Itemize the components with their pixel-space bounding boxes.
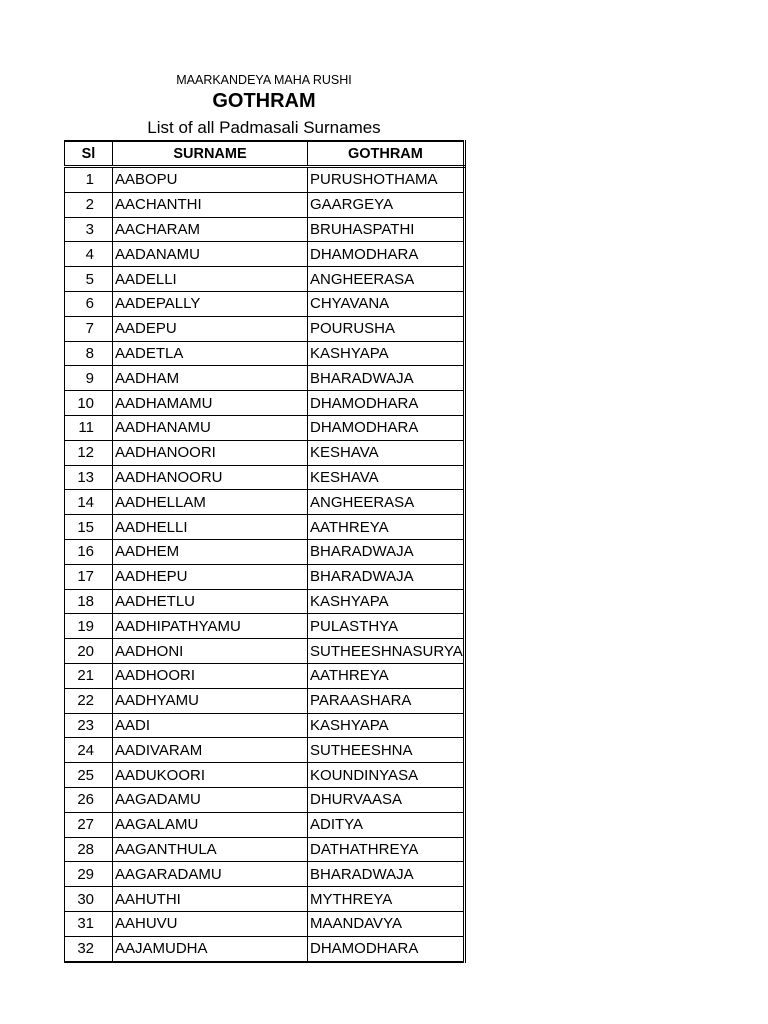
surname-cell: AAHUTHI [113, 887, 308, 912]
surname-cell: AAGANTHULA [113, 837, 308, 862]
gothram-cell: DHAMODHARA [308, 242, 465, 267]
table-row [65, 539, 465, 564]
table-row [65, 192, 465, 217]
gothram-cell: BHARADWAJA [308, 539, 465, 564]
gothram-cell: KESHAVA [308, 440, 465, 465]
column-header-gothram: GOTHRAM [308, 141, 465, 167]
gothram-cell: SUTHEESHNA [308, 738, 465, 763]
table-row [65, 589, 465, 614]
document-title: GOTHRAM [212, 90, 316, 112]
sl-cell: 21 [65, 663, 113, 688]
table-row [65, 663, 465, 688]
gothram-cell: KASHYAPA [308, 341, 465, 366]
surname-cell: AAHUVU [113, 911, 308, 936]
table-row [65, 614, 465, 639]
sl-cell: 3 [65, 217, 113, 242]
gothram-cell: BHARADWAJA [308, 564, 465, 589]
gothram-cell: CHYAVANA [308, 291, 465, 316]
table-row [65, 465, 465, 490]
gothram-cell: PURUSHOTHAMA [308, 167, 465, 193]
surname-cell: AADHAM [113, 366, 308, 391]
surname-cell: AADI [113, 713, 308, 738]
sl-cell: 6 [65, 291, 113, 316]
sl-cell: 15 [65, 515, 113, 540]
table-row [65, 713, 465, 738]
surname-cell: AADHANAMU [113, 415, 308, 440]
table-row [65, 936, 465, 961]
sl-cell: 14 [65, 490, 113, 515]
gothram-cell: DHURVAASA [308, 787, 465, 812]
document-subtitle: MAARKANDEYA MAHA RUSHI [176, 73, 352, 87]
surname-cell: AADHANOORU [113, 465, 308, 490]
gothram-cell: BHARADWAJA [308, 862, 465, 887]
gothram-cell: ANGHEERASA [308, 490, 465, 515]
document-caption: List of all Padmasali Surnames [147, 118, 381, 137]
table-row [65, 366, 465, 391]
sl-cell: 31 [65, 911, 113, 936]
surname-cell: AADEPU [113, 316, 308, 341]
sl-cell: 18 [65, 589, 113, 614]
sl-cell: 16 [65, 539, 113, 564]
surname-cell: AADIVARAM [113, 738, 308, 763]
gothram-cell: KASHYAPA [308, 713, 465, 738]
surname-cell: AAGARADAMU [113, 862, 308, 887]
gothram-cell: DHAMODHARA [308, 936, 465, 961]
gothram-cell: DATHATHREYA [308, 837, 465, 862]
gothram-cell: KASHYAPA [308, 589, 465, 614]
table-row [65, 515, 465, 540]
gothram-cell: KOUNDINYASA [308, 763, 465, 788]
table-row [65, 316, 465, 341]
gothram-cell: AATHREYA [308, 663, 465, 688]
gothram-cell: ANGHEERASA [308, 267, 465, 292]
sl-cell: 20 [65, 639, 113, 664]
sl-cell: 25 [65, 763, 113, 788]
sl-cell: 13 [65, 465, 113, 490]
gothram-cell: SUTHEESHNASURYA [308, 639, 465, 664]
sl-cell: 9 [65, 366, 113, 391]
gothram-cell: PULASTHYA [308, 614, 465, 639]
table-row [65, 812, 465, 837]
column-header-surname: SURNAME [113, 141, 308, 167]
table-row [65, 738, 465, 763]
surname-cell: AADHIPATHYAMU [113, 614, 308, 639]
gothram-cell: MYTHREYA [308, 887, 465, 912]
table-row [65, 490, 465, 515]
table-row [65, 167, 465, 193]
gothram-cell: POURUSHA [308, 316, 465, 341]
sl-cell: 7 [65, 316, 113, 341]
sl-cell: 23 [65, 713, 113, 738]
sl-cell: 26 [65, 787, 113, 812]
table-row [65, 639, 465, 664]
table-row [65, 291, 465, 316]
table-row [65, 763, 465, 788]
sl-cell: 4 [65, 242, 113, 267]
surname-cell: AADEPALLY [113, 291, 308, 316]
table-row [65, 837, 465, 862]
column-header-sl: Sl [65, 141, 113, 167]
sl-cell: 8 [65, 341, 113, 366]
sl-cell: 29 [65, 862, 113, 887]
surname-cell: AAGALAMU [113, 812, 308, 837]
table-header-row [65, 141, 465, 167]
sl-cell: 5 [65, 267, 113, 292]
sl-cell: 22 [65, 688, 113, 713]
surname-cell: AADHELLI [113, 515, 308, 540]
gothram-cell: BRUHASPATHI [308, 217, 465, 242]
table-row [65, 217, 465, 242]
sl-cell: 10 [65, 391, 113, 416]
table-row [65, 242, 465, 267]
sl-cell: 27 [65, 812, 113, 837]
sl-cell: 19 [65, 614, 113, 639]
surname-cell: AADHEPU [113, 564, 308, 589]
table-row [65, 440, 465, 465]
surname-cell: AADHOORI [113, 663, 308, 688]
surname-cell: AADUKOORI [113, 763, 308, 788]
sl-cell: 2 [65, 192, 113, 217]
table-row [65, 688, 465, 713]
gothram-cell: PARAASHARA [308, 688, 465, 713]
table-row [65, 862, 465, 887]
surname-table [64, 140, 466, 963]
surname-cell: AADELLI [113, 267, 308, 292]
table-row [65, 391, 465, 416]
surname-cell: AABOPU [113, 167, 308, 193]
table-row [65, 911, 465, 936]
surname-cell: AADHANOORI [113, 440, 308, 465]
gothram-cell: GAARGEYA [308, 192, 465, 217]
gothram-cell: DHAMODHARA [308, 391, 465, 416]
surname-cell: AADETLA [113, 341, 308, 366]
table-body [65, 167, 465, 962]
gothram-cell: DHAMODHARA [308, 415, 465, 440]
gothram-cell: AATHREYA [308, 515, 465, 540]
surname-cell: AACHANTHI [113, 192, 308, 217]
surname-cell: AADHEM [113, 539, 308, 564]
gothram-cell: ADITYA [308, 812, 465, 837]
sl-cell: 11 [65, 415, 113, 440]
sl-cell: 1 [65, 167, 113, 193]
surname-cell: AAJAMUDHA [113, 936, 308, 961]
table-row [65, 887, 465, 912]
surname-cell: AADHYAMU [113, 688, 308, 713]
table-row [65, 341, 465, 366]
sl-cell: 28 [65, 837, 113, 862]
sl-cell: 30 [65, 887, 113, 912]
surname-cell: AADHONI [113, 639, 308, 664]
table-row [65, 564, 465, 589]
surname-cell: AADANAMU [113, 242, 308, 267]
surname-cell: AADHAMAMU [113, 391, 308, 416]
sl-cell: 32 [65, 936, 113, 961]
table-row [65, 415, 465, 440]
sl-cell: 12 [65, 440, 113, 465]
gothram-cell: KESHAVA [308, 465, 465, 490]
gothram-cell: MAANDAVYA [308, 911, 465, 936]
table-row [65, 267, 465, 292]
sl-cell: 17 [65, 564, 113, 589]
surname-cell: AACHARAM [113, 217, 308, 242]
surname-cell: AADHELLAM [113, 490, 308, 515]
surname-cell: AADHETLU [113, 589, 308, 614]
surname-cell: AAGADAMU [113, 787, 308, 812]
table-row [65, 787, 465, 812]
gothram-cell: BHARADWAJA [308, 366, 465, 391]
sl-cell: 24 [65, 738, 113, 763]
